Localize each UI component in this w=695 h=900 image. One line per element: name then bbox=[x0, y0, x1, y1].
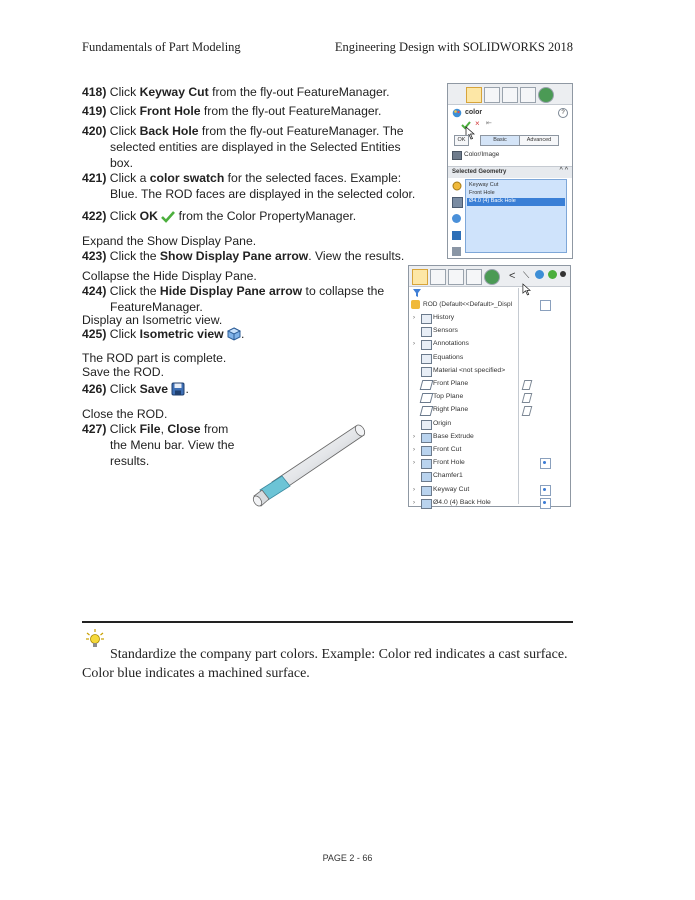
tree-item-label: Right Plane bbox=[433, 406, 469, 414]
tree-item-label: Equations bbox=[433, 353, 464, 361]
save-note: Save the ROD. bbox=[82, 365, 164, 379]
step-419: 419) Click Front Hole from the fly-out FeatureManager. bbox=[82, 104, 382, 118]
header-left: Fundamentals of Part Modeling bbox=[82, 40, 241, 54]
list-item[interactable]: Front Hole bbox=[469, 190, 495, 196]
appearance-icon[interactable] bbox=[452, 231, 461, 240]
display-pane-plane-icon bbox=[522, 380, 533, 390]
configuration-tab[interactable] bbox=[502, 87, 518, 103]
display-state-icon[interactable] bbox=[560, 271, 566, 277]
display-pane-plane-icon bbox=[522, 406, 533, 416]
plane-icon bbox=[420, 380, 434, 390]
step-424: 424) Click the Hide Display Pane arrow to collapse the FeatureManager. bbox=[82, 284, 385, 314]
scene-icon[interactable] bbox=[548, 270, 557, 279]
display-tab[interactable] bbox=[484, 269, 500, 285]
tree-item[interactable] bbox=[409, 444, 517, 456]
feature-icon bbox=[421, 327, 432, 337]
feature-icon bbox=[421, 314, 432, 324]
feature-manager-tab[interactable] bbox=[466, 87, 482, 103]
tree-item-label: Ø4.0 (4) Back Hole bbox=[433, 498, 491, 506]
dimxpert-tab[interactable] bbox=[466, 269, 482, 285]
tree-item[interactable] bbox=[409, 391, 517, 403]
collapse-icon[interactable]: ^ ^ bbox=[559, 167, 568, 174]
tree-item[interactable] bbox=[409, 457, 517, 469]
list-item[interactable]: Keyway Cut bbox=[469, 182, 499, 188]
feature-icon bbox=[421, 340, 432, 350]
tree-item[interactable] bbox=[409, 365, 517, 377]
appearance-icon[interactable] bbox=[452, 197, 463, 208]
step-420: 420) Click Back Hole from the fly-out FeatureManager. The selected entities are displayed in the Selected Entities box. bbox=[82, 124, 404, 170]
display-pane-divider bbox=[518, 288, 519, 504]
complete-note: The ROD part is complete. bbox=[82, 351, 227, 365]
feature-icon bbox=[421, 459, 432, 469]
selection-icon bbox=[452, 181, 462, 191]
tree-item-label: Front Hole bbox=[433, 459, 465, 467]
basic-tab[interactable]: Basic bbox=[480, 135, 520, 146]
expand-arrow-icon[interactable]: › bbox=[413, 447, 415, 453]
tree-item-label: History bbox=[433, 314, 455, 321]
step-421: 421) Click a color swatch for the selected faces. Example: Blue. The ROD faces are displayed in the selected color. bbox=[82, 171, 416, 201]
hide-display-pane-arrow[interactable]: < bbox=[509, 270, 516, 282]
tree-item-label: Origin bbox=[433, 419, 452, 427]
pin-icon[interactable]: ⇤ bbox=[486, 120, 492, 127]
color-image-icon bbox=[452, 151, 462, 160]
feature-icon bbox=[421, 499, 432, 509]
selected-entities-list[interactable] bbox=[465, 179, 567, 253]
feature-icon bbox=[421, 472, 432, 482]
hide-show-icon[interactable]: ⟍ bbox=[523, 270, 530, 280]
tree-item[interactable] bbox=[409, 470, 517, 482]
header-right: Engineering Design with SOLIDWORKS 2018 bbox=[334, 40, 573, 54]
collapse-note: Collapse the Hide Display Pane. bbox=[82, 269, 257, 283]
dimxpert-tab[interactable] bbox=[520, 87, 536, 103]
appearance-icon[interactable] bbox=[535, 270, 544, 279]
property-manager-tab[interactable] bbox=[484, 87, 500, 103]
feature-icon bbox=[421, 446, 432, 456]
tree-item[interactable] bbox=[409, 484, 517, 496]
tip-text: Standardize the company part colors. Example: Color red indicates a cast surface. Color blue indicates a machined surface. bbox=[82, 647, 568, 681]
feature-tabs bbox=[409, 266, 570, 287]
tree-item[interactable] bbox=[409, 325, 517, 337]
section-divider bbox=[82, 621, 573, 623]
save-icon bbox=[171, 382, 185, 396]
page-number: PAGE 2 - 66 bbox=[322, 853, 373, 863]
panel-title: color bbox=[465, 109, 483, 116]
color-image-row[interactable]: Color/Image bbox=[452, 150, 566, 161]
visibility-toggle[interactable] bbox=[540, 458, 551, 469]
tree-item-label: Annotations bbox=[433, 340, 469, 348]
tree-item-label: Material <not specified> bbox=[433, 366, 506, 374]
mouse-pointer-icon bbox=[522, 283, 531, 296]
close-note: Close the ROD. bbox=[82, 407, 168, 421]
configuration-tab[interactable] bbox=[448, 269, 464, 285]
color-palette-icon bbox=[452, 108, 462, 118]
feature-icon bbox=[421, 486, 432, 496]
step-418: 418) Click Keyway Cut from the fly-out FeatureManager. bbox=[82, 85, 390, 99]
tree-item-label: Sensors bbox=[433, 327, 458, 335]
step-427: 427) Click File, Close from the Menu bar. View the results. bbox=[82, 422, 235, 468]
eye-icon bbox=[543, 488, 546, 491]
display-tab[interactable] bbox=[538, 87, 554, 103]
isometric-note: Display an Isometric view. bbox=[82, 313, 223, 327]
expand-arrow-icon[interactable]: › bbox=[413, 499, 415, 506]
display-pane-plane-icon bbox=[522, 393, 533, 403]
feature-icon bbox=[421, 367, 432, 377]
filter-icon[interactable] bbox=[413, 289, 421, 297]
expand-arrow-icon[interactable]: › bbox=[413, 486, 415, 493]
expand-arrow-icon[interactable]: › bbox=[413, 315, 415, 321]
step-422: 422) Click OK from the Color PropertyManager. bbox=[82, 209, 357, 223]
plane-icon bbox=[420, 393, 434, 403]
expand-note: Expand the Show Display Pane. bbox=[82, 234, 257, 248]
tree-item-label: Top Plane bbox=[433, 393, 464, 401]
feature-icon bbox=[421, 433, 432, 443]
property-manager-tab[interactable] bbox=[430, 269, 446, 285]
tree-item-label: Keyway Cut bbox=[433, 485, 470, 493]
step-425: 425) Click Isometric view . bbox=[82, 327, 245, 341]
feature-icon bbox=[421, 354, 432, 364]
plane-icon bbox=[420, 406, 434, 416]
step-423: 423) Click the Show Display Pane arrow. View the results. bbox=[82, 249, 405, 263]
list-item[interactable]: Ø4.0 (4) Back Hole bbox=[467, 198, 565, 206]
feature-manager-tab[interactable] bbox=[412, 269, 428, 285]
expand-arrow-icon[interactable]: › bbox=[413, 433, 415, 440]
tree-item-label: Base Extrude bbox=[433, 432, 474, 440]
tree-item[interactable] bbox=[409, 404, 517, 416]
property-tabs bbox=[448, 84, 572, 105]
tree-item[interactable] bbox=[409, 431, 517, 443]
step-426: 426) Click Save . bbox=[82, 382, 189, 396]
tree-item-label: Chamfer1 bbox=[433, 472, 463, 480]
tree-item[interactable] bbox=[409, 418, 517, 430]
isometric-view-icon bbox=[227, 327, 241, 341]
tree-item[interactable] bbox=[409, 497, 517, 509]
appearance-icon[interactable] bbox=[452, 247, 461, 256]
rod-3d-model bbox=[252, 420, 370, 510]
ok-button[interactable]: OK bbox=[454, 135, 469, 146]
checkmark-icon bbox=[161, 211, 175, 223]
help-icon[interactable]: ? bbox=[558, 108, 568, 118]
expand-arrow-icon[interactable]: › bbox=[413, 341, 415, 348]
tree-item[interactable] bbox=[409, 338, 517, 350]
advanced-tab[interactable]: Advanced bbox=[519, 135, 559, 146]
tree-item-label: Front Plane bbox=[433, 380, 469, 387]
tree-root[interactable]: ROD (Default<<Default>_Displ bbox=[409, 299, 539, 311]
selected-geometry-header: Selected Geometry ^ ^ bbox=[448, 166, 572, 178]
feature-manager-panel bbox=[408, 265, 571, 507]
appearance-icon[interactable] bbox=[452, 214, 461, 223]
visibility-toggle[interactable] bbox=[540, 300, 551, 311]
tree-item[interactable] bbox=[409, 378, 517, 390]
tree-item[interactable] bbox=[409, 312, 517, 324]
feature-icon bbox=[421, 420, 432, 430]
part-icon bbox=[411, 300, 420, 309]
tree-item[interactable] bbox=[409, 352, 517, 364]
expand-arrow-icon[interactable]: › bbox=[413, 460, 415, 467]
eye-icon bbox=[543, 501, 546, 504]
cancel-icon[interactable]: × bbox=[475, 119, 480, 128]
tree-item-label: Front Cut bbox=[433, 446, 462, 453]
color-property-manager bbox=[447, 83, 573, 259]
